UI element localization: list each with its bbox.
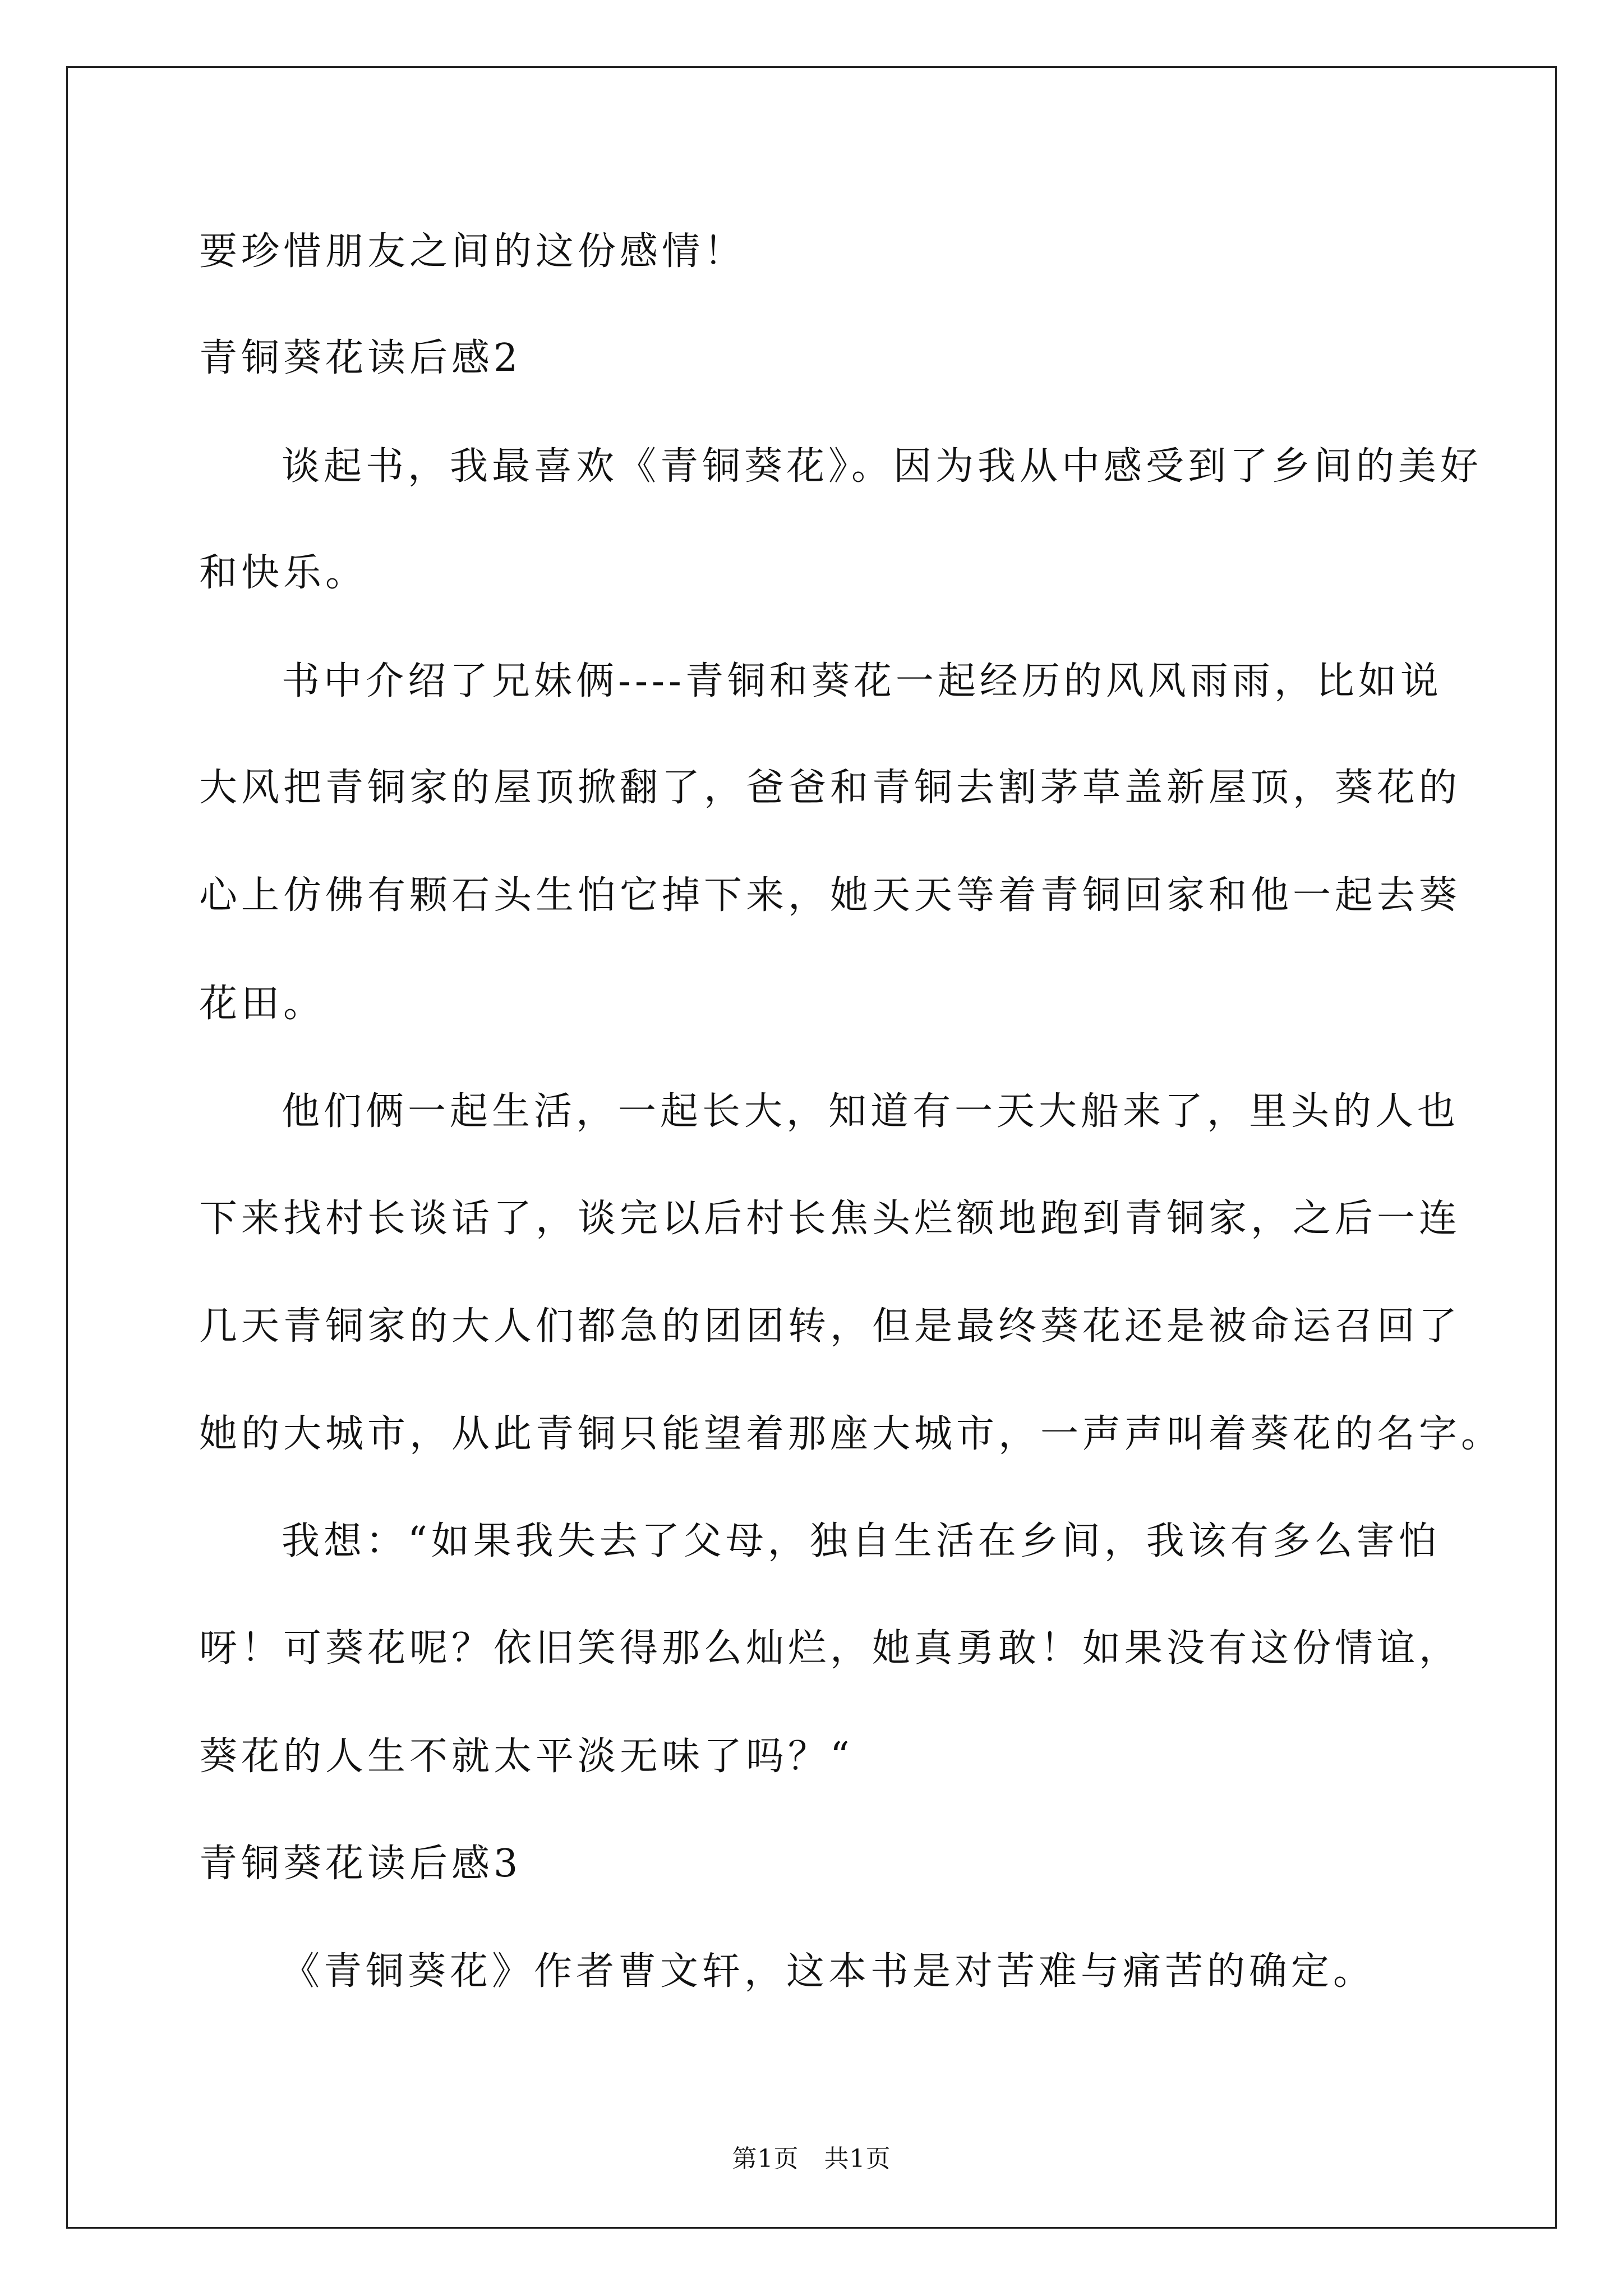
paragraph-line: 几天青铜家的大人们都急的团团转，但是最终葵花还是被命运召回了 — [199, 1304, 1461, 1349]
page-border — [66, 66, 1557, 2229]
page-footer: 第1页 共1页 — [732, 2145, 891, 2173]
paragraph-line: 心上仿佛有颗石头生怕它掉下来，她天天等着青铜回家和他一起去葵 — [199, 873, 1461, 918]
section-heading: 青铜葵花读后感3 — [199, 1842, 522, 1886]
paragraph-line: 和快乐。 — [199, 551, 368, 595]
paragraph-line: 我想：“如果我失去了父母，独自生活在乡间，我该有多么害怕 — [282, 1519, 1441, 1563]
paragraph-line: 书中介绍了兄妹俩----青铜和葵花一起经历的风风雨雨，比如说 — [282, 659, 1442, 703]
paragraph-line: 大风把青铜家的屋顶掀翻了，爸爸和青铜去割茅草盖新屋顶，葵花的 — [199, 766, 1461, 810]
paragraph-line: 呀！可葵花呢？依旧笑得那么灿烂，她真勇敢！如果没有这份情谊， — [199, 1626, 1461, 1671]
paragraph-line: 要珍惜朋友之间的这份感情！ — [199, 229, 746, 274]
paragraph-line: 《青铜葵花》作者曹文轩，这本书是对苦难与痛苦的确定。 — [282, 1949, 1376, 1994]
section-heading: 青铜葵花读后感2 — [199, 336, 522, 380]
paragraph-line: 谈起书，我最喜欢《青铜葵花》。因为我从中感受到了乡间的美好 — [282, 444, 1483, 489]
paragraph-line: 花田。 — [199, 982, 326, 1026]
paragraph-line: 下来找村长谈话了，谈完以后村长焦头烂额地跑到青铜家，之后一连 — [199, 1197, 1461, 1241]
paragraph-line: 葵花的人生不就太平淡无味了吗？“ — [199, 1734, 854, 1779]
paragraph-line: 她的大城市，从此青铜只能望着那座大城市，一声声叫着葵花的名字。 — [199, 1412, 1504, 1456]
paragraph-line: 他们俩一起生活，一起长大，知道有一天大船来了，里头的人也 — [282, 1089, 1460, 1134]
